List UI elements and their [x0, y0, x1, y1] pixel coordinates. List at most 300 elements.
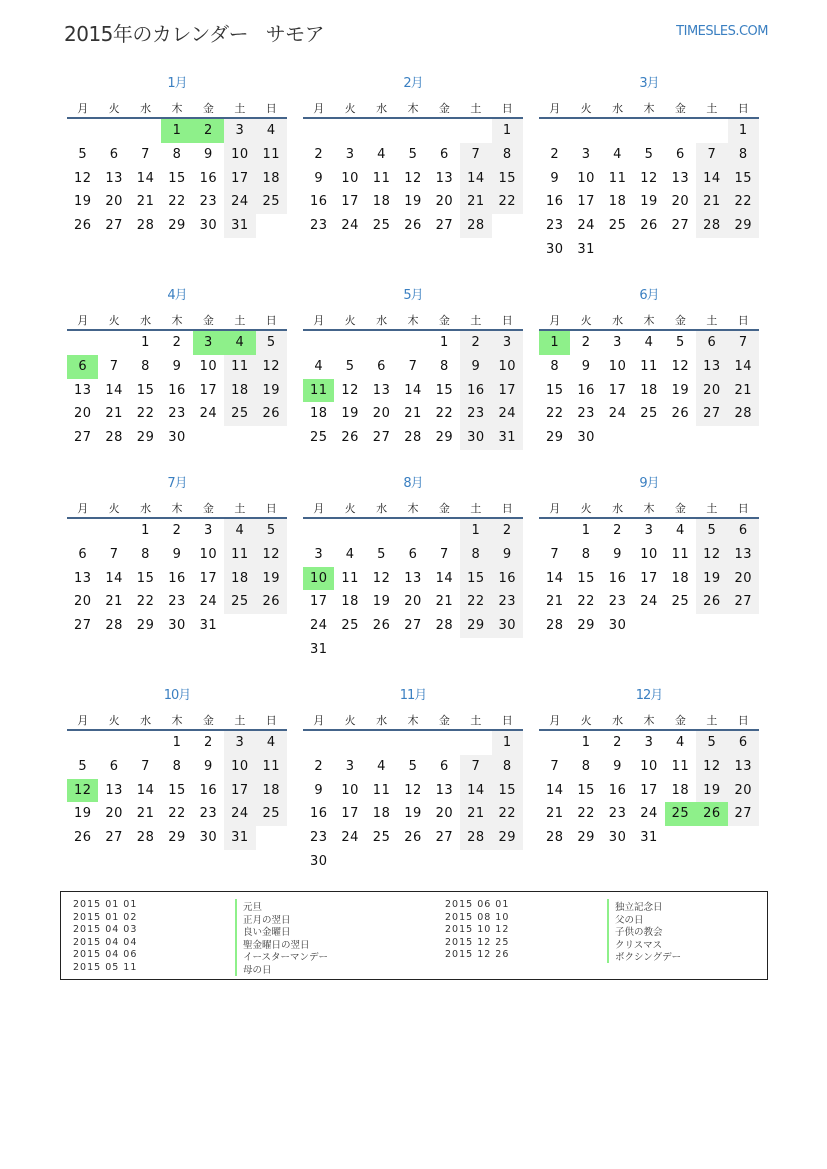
- day-cell: 20: [73, 594, 92, 610]
- day-cell: 22: [435, 406, 454, 422]
- holiday-day-cell: 12: [67, 779, 98, 803]
- weekday-header: [303, 500, 523, 516]
- weekday-label: 火: [580, 102, 592, 115]
- legend-holiday-name: イースターマンデー: [235, 949, 328, 963]
- month-name: 4月: [167, 288, 187, 303]
- day-cell: 10: [640, 758, 658, 774]
- weekday-label: 日: [737, 102, 749, 115]
- weekend-day-cell: 1: [492, 119, 523, 143]
- day-cell: 9: [204, 758, 213, 774]
- weekend-day-cell: 27: [728, 802, 759, 826]
- holiday-day-cell: 6: [67, 355, 98, 379]
- month-name: 12月: [635, 688, 663, 703]
- day-cell: 2: [204, 735, 213, 750]
- weekday-label: 土: [706, 714, 718, 727]
- weekday-header: [303, 312, 523, 328]
- day-cell: 10: [199, 358, 218, 374]
- legend-date: 2015 01 02: [73, 911, 138, 923]
- weekday-label: 月: [313, 502, 325, 515]
- day-cell: 8: [550, 358, 560, 374]
- day-cell: 13: [73, 570, 92, 586]
- day-cell: 30: [168, 618, 186, 634]
- weekday-label: 水: [612, 102, 624, 115]
- day-cell: 23: [168, 594, 186, 610]
- weekend-day-cell: 12: [256, 543, 287, 567]
- holiday-legend: [60, 891, 768, 980]
- legend-holiday-name: 子供の教会: [607, 924, 663, 938]
- day-cell: 23: [309, 830, 328, 846]
- weekday-label: 水: [612, 714, 624, 727]
- weekend-day-cell: 10: [224, 143, 255, 167]
- weekend-day-cell: 18: [256, 167, 287, 191]
- weekend-day-cell: 28: [460, 826, 491, 850]
- day-cell: 29: [168, 830, 186, 846]
- day-cell: 24: [341, 830, 359, 846]
- weekday-label: 火: [108, 714, 120, 727]
- weekend-day-cell: 17: [492, 379, 523, 403]
- weekday-label: 日: [265, 102, 277, 115]
- day-cell: 12: [73, 170, 92, 186]
- weekday-label: 火: [344, 714, 356, 727]
- weekend-day-cell: 21: [460, 802, 491, 826]
- day-cell: 17: [341, 194, 359, 210]
- day-cell: 28: [136, 218, 155, 234]
- weekend-day-cell: 29: [492, 826, 523, 850]
- weekday-label: 日: [737, 714, 749, 727]
- day-cell: 29: [168, 218, 186, 234]
- day-cell: 3: [613, 335, 622, 350]
- day-cell: 15: [136, 570, 155, 586]
- weekday-label: 金: [674, 502, 686, 515]
- weekend-day-cell: 12: [256, 355, 287, 379]
- weekday-label: 木: [643, 102, 655, 115]
- day-cell: 16: [545, 194, 564, 210]
- weekend-day-cell: 21: [728, 379, 759, 403]
- month-name: 6月: [639, 288, 659, 303]
- day-cell: 11: [608, 170, 627, 186]
- day-cell: 14: [136, 170, 155, 186]
- weekend-day-cell: 15: [492, 779, 523, 803]
- day-cell: 13: [73, 382, 92, 398]
- day-cell: 12: [671, 358, 690, 374]
- day-cell: 27: [105, 830, 123, 846]
- weekend-day-cell: 5: [256, 331, 287, 355]
- day-cell: 10: [577, 170, 595, 186]
- weekday-label: 木: [407, 314, 419, 327]
- day-cell: 28: [105, 430, 123, 446]
- day-cell: 6: [440, 758, 449, 774]
- weekend-day-cell: 9: [492, 543, 523, 567]
- day-cell: 11: [671, 546, 690, 562]
- weekday-label: 月: [549, 502, 561, 515]
- weekend-day-cell: 3: [492, 331, 523, 355]
- day-cell: 11: [671, 758, 690, 774]
- day-cell: 23: [545, 218, 564, 234]
- header-rule: [539, 117, 759, 119]
- weekday-label: 木: [171, 714, 183, 727]
- day-cell: 30: [168, 430, 186, 446]
- weekday-label: 金: [202, 314, 214, 327]
- day-cell: 1: [172, 735, 182, 750]
- day-cell: 4: [676, 735, 685, 750]
- day-cell: 31: [309, 642, 328, 657]
- weekday-label: 木: [643, 502, 655, 515]
- day-cell: 23: [608, 806, 627, 822]
- day-cell: 9: [550, 170, 560, 186]
- day-cell: 19: [404, 806, 422, 822]
- weekday-label: 日: [265, 314, 277, 327]
- day-cell: 9: [314, 170, 324, 186]
- weekend-day-cell: 29: [728, 214, 759, 238]
- weekend-day-cell: 31: [224, 826, 255, 850]
- day-cell: 27: [671, 218, 690, 234]
- day-cell: 26: [404, 218, 422, 234]
- day-cell: 7: [550, 758, 560, 774]
- day-cell: 2: [613, 523, 622, 538]
- day-cell: 19: [372, 594, 391, 610]
- day-cell: 23: [168, 406, 186, 422]
- day-cell: 21: [136, 194, 155, 210]
- weekend-day-cell: 19: [256, 379, 287, 403]
- legend-date: 2015 10 12: [445, 924, 510, 935]
- day-cell: 3: [644, 523, 654, 538]
- weekend-day-cell: 27: [728, 590, 759, 614]
- day-cell: 29: [136, 618, 155, 634]
- day-cell: 28: [105, 618, 123, 634]
- weekday-label: 金: [202, 502, 214, 515]
- day-cell: 3: [345, 146, 355, 162]
- day-cell: 15: [136, 382, 155, 398]
- weekend-day-cell: 22: [492, 190, 523, 214]
- day-cell: 8: [440, 358, 449, 374]
- day-cell: 25: [309, 430, 328, 446]
- weekday-label: 金: [438, 714, 450, 727]
- day-cell: 26: [73, 830, 92, 846]
- weekday-label: 木: [643, 714, 655, 727]
- day-cell: 19: [73, 806, 92, 822]
- weekend-day-cell: 2: [492, 519, 523, 543]
- day-cell: 6: [109, 758, 119, 774]
- weekday-label: 木: [171, 314, 183, 327]
- day-cell: 23: [577, 406, 595, 422]
- day-cell: 12: [640, 170, 658, 186]
- weekday-label: 月: [549, 714, 561, 727]
- weekday-label: 日: [737, 314, 749, 327]
- day-cell: 19: [640, 194, 658, 210]
- day-cell: 19: [404, 194, 422, 210]
- day-cell: 24: [640, 806, 658, 822]
- day-cell: 25: [671, 594, 690, 610]
- day-cell: 11: [372, 782, 391, 798]
- day-cell: 25: [372, 218, 391, 234]
- day-cell: 9: [172, 358, 182, 374]
- day-cell: 24: [640, 594, 658, 610]
- day-cell: 18: [640, 382, 658, 398]
- day-cell: 2: [314, 758, 324, 774]
- weekend-day-cell: 30: [460, 426, 491, 450]
- weekend-day-cell: 7: [460, 755, 491, 779]
- day-cell: 9: [613, 758, 622, 774]
- weekday-label: 金: [674, 102, 686, 115]
- weekday-label: 木: [407, 502, 419, 515]
- weekend-day-cell: 19: [696, 779, 727, 803]
- day-cell: 12: [372, 570, 391, 586]
- weekend-day-cell: 26: [696, 590, 727, 614]
- weekend-day-cell: 22: [460, 590, 491, 614]
- day-cell: 18: [309, 406, 328, 422]
- day-cell: 4: [613, 146, 622, 162]
- day-cell: 14: [404, 382, 422, 398]
- day-cell: 13: [372, 382, 391, 398]
- weekend-day-cell: 10: [224, 755, 255, 779]
- day-cell: 4: [377, 146, 386, 162]
- day-cell: 25: [372, 830, 391, 846]
- weekend-day-cell: 21: [460, 190, 491, 214]
- day-cell: 15: [545, 382, 564, 398]
- legend-date: 2015 01 01: [73, 899, 138, 910]
- day-cell: 27: [105, 218, 123, 234]
- weekday-label: 水: [376, 714, 388, 727]
- day-cell: 8: [581, 758, 591, 774]
- day-cell: 1: [141, 523, 150, 538]
- day-cell: 9: [613, 546, 622, 562]
- day-cell: 28: [545, 618, 564, 634]
- day-cell: 30: [608, 618, 627, 634]
- weekend-day-cell: 8: [460, 543, 491, 567]
- legend-date: 2015 04 04: [73, 936, 138, 948]
- day-cell: 21: [545, 594, 564, 610]
- day-cell: 6: [440, 146, 449, 162]
- weekday-label: 火: [344, 502, 356, 515]
- weekend-day-cell: 20: [728, 567, 759, 591]
- weekday-label: 月: [313, 714, 325, 727]
- day-cell: 4: [345, 546, 355, 562]
- day-cell: 29: [545, 430, 564, 446]
- day-cell: 22: [168, 806, 186, 822]
- legend-holiday-name: 独立記念日: [607, 899, 663, 913]
- day-cell: 5: [78, 146, 88, 162]
- day-cell: 7: [141, 758, 150, 774]
- day-cell: 29: [136, 430, 155, 446]
- day-cell: 8: [141, 358, 150, 374]
- month-name: 2月: [403, 76, 423, 91]
- day-cell: 5: [408, 758, 418, 774]
- weekday-label: 日: [265, 714, 277, 727]
- weekday-label: 水: [376, 102, 388, 115]
- weekend-day-cell: 14: [728, 355, 759, 379]
- day-cell: 8: [141, 546, 150, 562]
- day-cell: 31: [199, 618, 218, 634]
- weekday-label: 火: [108, 102, 120, 115]
- weekday-header: [539, 712, 759, 728]
- legend-holiday-name: ボクシングデー: [607, 949, 681, 963]
- weekend-day-cell: 17: [224, 167, 255, 191]
- day-cell: 7: [141, 146, 150, 162]
- day-cell: 6: [377, 358, 386, 374]
- weekend-day-cell: 11: [256, 755, 287, 779]
- weekday-label: 月: [549, 102, 561, 115]
- weekend-day-cell: 4: [256, 731, 287, 755]
- month-name: 8月: [403, 476, 423, 491]
- weekday-label: 金: [438, 314, 450, 327]
- weekday-label: 土: [470, 502, 482, 515]
- weekday-label: 土: [234, 502, 246, 515]
- weekday-label: 火: [580, 502, 592, 515]
- day-cell: 27: [435, 830, 454, 846]
- page-header: [64, 18, 768, 50]
- day-cell: 24: [608, 406, 627, 422]
- day-cell: 17: [341, 806, 359, 822]
- weekday-label: 月: [77, 502, 89, 515]
- day-cell: 31: [577, 242, 595, 257]
- day-cell: 16: [168, 570, 186, 586]
- day-cell: 6: [676, 146, 685, 162]
- day-cell: 10: [199, 546, 218, 562]
- day-cell: 1: [581, 523, 591, 538]
- day-cell: 17: [640, 570, 658, 586]
- day-cell: 9: [172, 546, 182, 562]
- weekday-label: 火: [344, 102, 356, 115]
- weekday-label: 金: [202, 102, 214, 115]
- day-cell: 10: [341, 782, 359, 798]
- weekday-header: [67, 712, 287, 728]
- day-cell: 17: [199, 382, 218, 398]
- weekday-label: 日: [501, 314, 513, 327]
- day-cell: 13: [671, 170, 690, 186]
- weekend-day-cell: 20: [728, 779, 759, 803]
- day-cell: 15: [577, 782, 595, 798]
- day-cell: 16: [199, 782, 218, 798]
- day-cell: 4: [377, 758, 386, 774]
- day-cell: 22: [168, 194, 186, 210]
- day-cell: 30: [608, 830, 627, 846]
- day-cell: 30: [545, 242, 564, 257]
- weekend-day-cell: 14: [460, 779, 491, 803]
- holiday-day-cell: 2: [193, 119, 224, 143]
- weekend-day-cell: 24: [492, 402, 523, 426]
- weekday-label: 水: [140, 502, 152, 515]
- weekend-day-cell: 12: [696, 543, 727, 567]
- legend-holiday-name: クリスマス: [607, 937, 662, 951]
- weekend-day-cell: 8: [492, 143, 523, 167]
- day-cell: 27: [404, 618, 422, 634]
- weekend-day-cell: 15: [492, 167, 523, 191]
- weekend-day-cell: 25: [224, 590, 255, 614]
- day-cell: 12: [404, 782, 422, 798]
- day-cell: 24: [309, 618, 328, 634]
- holiday-day-cell: 26: [696, 802, 727, 826]
- day-cell: 9: [581, 358, 591, 374]
- weekend-day-cell: 28: [460, 214, 491, 238]
- day-cell: 29: [577, 830, 595, 846]
- day-cell: 6: [78, 546, 88, 562]
- day-cell: 12: [404, 170, 422, 186]
- day-cell: 14: [545, 782, 564, 798]
- day-cell: 7: [109, 546, 119, 562]
- day-cell: 17: [608, 382, 627, 398]
- weekend-day-cell: 5: [696, 519, 727, 543]
- day-cell: 4: [644, 335, 654, 350]
- weekend-day-cell: 19: [696, 567, 727, 591]
- day-cell: 18: [671, 570, 690, 586]
- day-cell: 21: [545, 806, 564, 822]
- weekend-day-cell: 20: [696, 379, 727, 403]
- day-cell: 28: [435, 618, 454, 634]
- weekday-label: 水: [612, 502, 624, 515]
- weekday-header: [539, 500, 759, 516]
- day-cell: 11: [640, 358, 658, 374]
- day-cell: 3: [314, 546, 324, 562]
- weekday-label: 月: [77, 714, 89, 727]
- weekend-day-cell: 11: [224, 355, 255, 379]
- weekday-label: 土: [470, 102, 482, 115]
- weekday-label: 日: [501, 102, 513, 115]
- legend-holiday-name: 聖金曜日の翌日: [235, 937, 310, 951]
- weekday-label: 水: [376, 502, 388, 515]
- legend-date: 2015 04 03: [73, 924, 138, 935]
- day-cell: 18: [671, 782, 690, 798]
- legend-date: 2015 08 10: [445, 911, 510, 923]
- weekday-label: 水: [140, 102, 152, 115]
- day-cell: 27: [73, 430, 92, 446]
- weekend-day-cell: 5: [696, 731, 727, 755]
- day-cell: 25: [608, 218, 627, 234]
- weekday-label: 土: [470, 314, 482, 327]
- site-brand[interactable]: TIMESLES.COM: [676, 24, 768, 39]
- weekday-header: [67, 100, 287, 116]
- weekend-day-cell: 25: [256, 802, 287, 826]
- weekday-label: 土: [470, 714, 482, 727]
- day-cell: 20: [435, 806, 454, 822]
- day-cell: 14: [105, 382, 123, 398]
- weekday-label: 金: [674, 714, 686, 727]
- day-cell: 14: [545, 570, 564, 586]
- day-cell: 2: [314, 146, 324, 162]
- weekend-day-cell: 10: [492, 355, 523, 379]
- weekend-day-cell: 18: [256, 779, 287, 803]
- weekend-day-cell: 24: [224, 802, 255, 826]
- day-cell: 27: [372, 430, 391, 446]
- weekday-label: 日: [501, 714, 513, 727]
- day-cell: 21: [105, 406, 123, 422]
- day-cell: 11: [372, 170, 391, 186]
- day-cell: 5: [377, 546, 386, 562]
- legend-date: 2015 04 06: [73, 949, 138, 960]
- weekend-day-cell: 22: [492, 802, 523, 826]
- weekday-label: 日: [265, 502, 277, 515]
- day-cell: 2: [550, 146, 560, 162]
- day-cell: 20: [671, 194, 690, 210]
- weekend-day-cell: 26: [256, 590, 287, 614]
- month-name: 9月: [639, 476, 659, 491]
- weekday-header: [539, 312, 759, 328]
- day-cell: 1: [440, 335, 449, 350]
- day-cell: 20: [404, 594, 422, 610]
- weekday-header: [303, 712, 523, 728]
- weekday-label: 土: [706, 314, 718, 327]
- day-cell: 14: [105, 570, 123, 586]
- header-rule: [303, 729, 523, 731]
- weekday-label: 土: [234, 714, 246, 727]
- weekday-label: 水: [140, 714, 152, 727]
- day-cell: 24: [577, 218, 595, 234]
- day-cell: 1: [581, 735, 591, 750]
- day-cell: 11: [341, 570, 359, 586]
- day-cell: 30: [199, 830, 218, 846]
- day-cell: 19: [671, 382, 690, 398]
- weekday-label: 土: [706, 502, 718, 515]
- day-cell: 16: [608, 570, 627, 586]
